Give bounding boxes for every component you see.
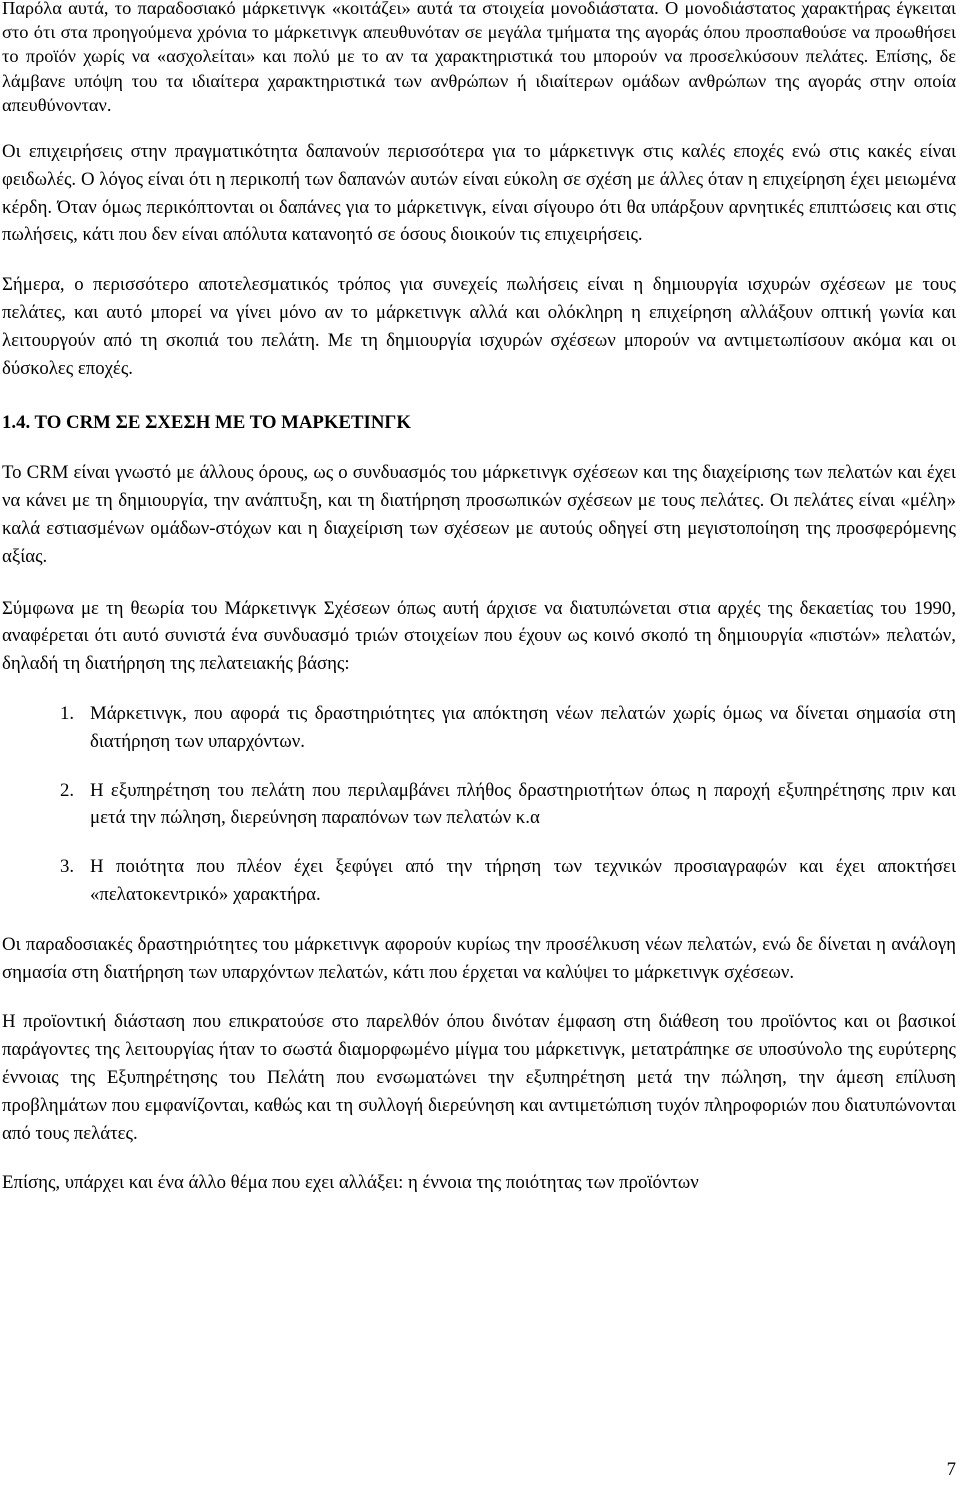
list-item-text: Η ποιότητα που πλέον έχει ξεφύγει από την τήρηση των τεχνικών προσιαγραφών και έχει αποκτήσει «πελατοκεντρικό» χαρακτήρα. bbox=[90, 856, 956, 905]
paragraph-marketing-spending: Οι επιχειρήσεις στην πραγματικότητα δαπανούν περισσότερα για το μάρκετινγκ στις καλές εποχές ενώ στις κακές είναι φειδωλές. Ο λόγος είναι ότι η περικοπή των δαπανών αυτών είναι εύκολη σε σχέση με άλλες όταν η επιχείρηση έχει μειωμένα κέρδη. Όταν όμως περικόπτονται οι δαπάνες για το μάρκετινγκ, είναι σίγουρο ότι θα υπάρξουν αρνητικές επιπτώσεις και στις πωλήσεις, κάτι που δεν είναι απόλυτα κατανοητό σε όσους διοικούν τις επιχειρήσεις. bbox=[2, 141, 956, 246]
paragraph-traditional-marketing: Παρόλα αυτά, το παραδοσιακό μάρκετινγκ «κοιτάζει» αυτά τα στοιχεία μονοδιάστατα. Ο μονοδιάστατος χαρακτήρας έγκειται στο ότι στα προηγούμενα χρόνια το μάρκετινγκ απευθυνόταν σε μεγάλα τμήματα της αγοράς όπου προσπαθούσε να προωθήσει το προϊόν χωρίς να «ασχολείται» και πολύ με το αν τα χαρακτηριστικά του μπορούν να προσελκύσουν πελάτες. Επίσης, δε λάμβανε υπόψη του τα ιδιαίτερα χαρακτηριστικά των ανθρώπων ή ιδιαίτερων ομάδων ανθρώπων της αγοράς στην οποία απευθύνονταν. bbox=[2, 0, 956, 115]
list-item-number: 2. bbox=[60, 779, 75, 801]
list-item-text: Μάρκετινγκ, που αφορά τις δραστηριότητες για απόκτηση νέων πελατών χωρίς όμως να δίνεται σημασία στη διατήρηση των υπαρχόντων. bbox=[90, 702, 956, 752]
paragraph-product-dimension: Η προϊοντική διάσταση που επικρατούσε στο παρελθόν όπου δινόταν έμφαση στη διάθεση του προϊόντος και οι βασικοί παράγοντες της λειτουργίας ήταν το σωστά διαμορφωμένο μίγμα του μάρκετινγκ, μετατράπηκε σε υποσύνολο της ευρύτερης έννοιας της Εξυπηρέτησης του Πελάτη που ενσωματώνει την εξυπηρέτηση μετά την πώληση, την άμεση επίλυση προβλημάτων που εμφανίζονται, καθώς και τη συλλογή διερεύνηση και αντιμετώπιση τυχόν πληροφοριών που διατυπώνονται από τους πελάτες. bbox=[2, 1011, 956, 1144]
list-item bbox=[2, 777, 956, 833]
numbered-list bbox=[2, 700, 956, 909]
page-content bbox=[2, 0, 956, 1197]
paragraph-product-quality: Επίσης, υπάρχει και ένα άλλο θέμα που εχει αλλάξει: η έννοια της ποιότητας των προϊόντων bbox=[2, 1172, 699, 1194]
list-item-number: 1. bbox=[60, 702, 75, 724]
page-number: 7 bbox=[946, 1459, 956, 1480]
list-item bbox=[2, 853, 956, 909]
paragraph-relationship-marketing-theory: Σύμφωνα με τη θεωρία του Μάρκετινγκ Σχέσεων όπως αυτή άρχισε να διατυπώνεται στια αρχές της δεκαετίας του 1990, αναφέρεται ότι αυτό συνιστά ένα συνδυασμό τριών στοιχείων που έχουν ως κοινό σκοπό τη δημιουργία «πιστών» πελατών, δηλαδή τη διατήρηση της πελατειακής βάσης: bbox=[2, 597, 956, 675]
section-heading: 1.4. ΤΟ CRM ΣΕ ΣΧΕΣΗ ΜΕ ΤΟ ΜΑΡΚΕΤΙΝΓΚ bbox=[2, 412, 411, 434]
paragraph-customer-relationships: Σήμερα, ο περισσότερο αποτελεσματικός τρόπος για συνεχείς πωλήσεις είναι η δημιουργία ισχυρών σχέσεων με τους πελάτες, και αυτό μπορεί να γίνει μόνο αν το μάρκετινγκ αλλά και ολόκληρη η επιχείρηση αλλάξουν οπτική γωνία και λειτουργούν από τη σκοπιά του πελάτη. Με τη δημιουργία ισχυρών σχέσεων μπορούν να αντιμετωπίσουν ακόμα και οι δύσκολες εποχές. bbox=[2, 274, 956, 379]
list-item-text: Η εξυπηρέτηση του πελάτη που περιλαμβάνει πλήθος δραστηριοτήτων όπως η παροχή εξυπηρέτησης πριν και μετά την πώληση, διερεύνηση παραπόνων των πελατών κ.α bbox=[90, 779, 956, 829]
list-item bbox=[2, 700, 956, 756]
paragraph-crm-definition: Το CRM είναι γνωστό με άλλους όρους, ως ο συνδυασμός του μάρκετινγκ σχέσεων και της διαχείρισης των πελατών και έχει να κάνει με τη δημιουργία, την ανάπτυξη, και τη διατήρηση προσωπικών σχέσεων με τους πελάτες. Οι πελάτες είναι «μέλη» καλά εστιασμένων ομάδων-στόχων και η διαχείριση των σχέσεων με αυτούς οδηγεί στη μεγιστοποίηση της προσφερόμενης αξίας. bbox=[2, 462, 956, 567]
paragraph-traditional-activities: Οι παραδοσιακές δραστηριότητες του μάρκετινγκ αφορούν κυρίως την προσέλκυση νέων πελατών, ενώ δε δίνεται η ανάλογη σημασία στη διατήρηση των υπαρχόντων πελατών, κάτι που έρχεται να καλύψει το μάρκετινγκ σχέσεων. bbox=[2, 933, 956, 983]
list-item-number: 3. bbox=[60, 856, 75, 878]
